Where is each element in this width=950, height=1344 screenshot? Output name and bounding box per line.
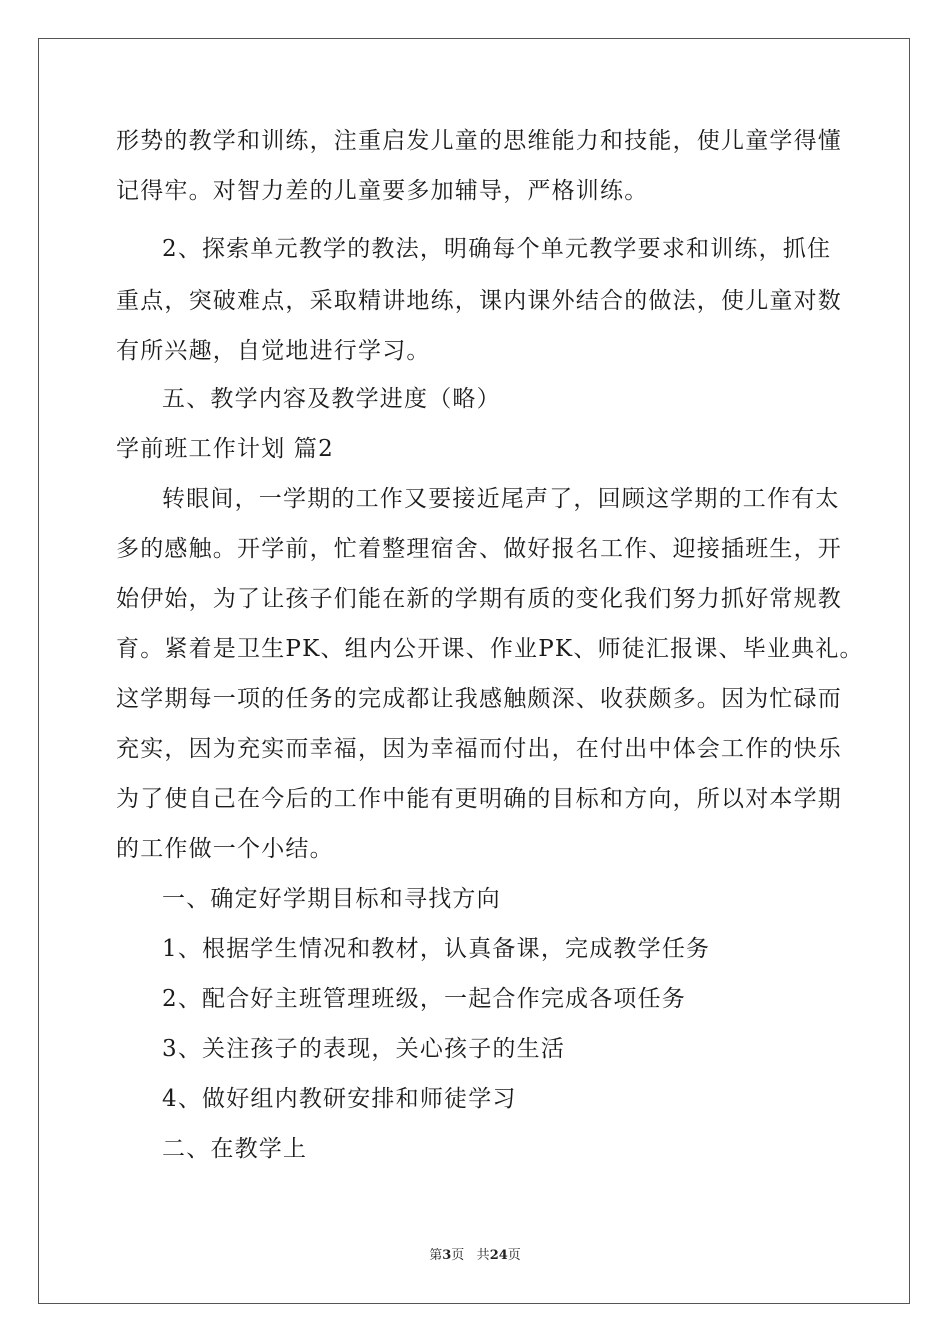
list-item: 1、根据学生情况和教材，认真备课，完成教学任务 [162, 936, 711, 962]
text-line: 育。紧着是卫生PK、组内公开课、作业PK、师徒汇报课、毕业典礼。 [116, 636, 864, 662]
text-line: 的工作做一个小结。 [116, 836, 334, 862]
text-line: 始伊始，为了让孩子们能在新的学期有质的变化我们努力抓好常规教 [116, 586, 842, 612]
list-item: 2、配合好主班管理班级，一起合作完成各项任务 [162, 986, 687, 1012]
text-line: 多的感触。开学前，忙着整理宿舍、做好报名工作、迎接插班生，开 [116, 536, 842, 562]
footer-prefix: 第 [429, 1248, 443, 1263]
current-page-number: 3 [442, 1248, 452, 1263]
section-heading: 二、在教学上 [162, 1136, 308, 1162]
section-heading: 五、教学内容及教学进度（略） [162, 386, 501, 412]
text-line: 为了使自己在今后的工作中能有更明确的目标和方向，所以对本学期 [116, 786, 842, 812]
text-line: 形势的教学和训练，注重启发儿童的思维能力和技能，使儿童学得懂 [116, 128, 842, 154]
footer-page-unit: 页 [451, 1248, 465, 1263]
text-line: 这学期每一项的任务的完成都让我感触颇深、收获颇多。因为忙碌而 [116, 686, 842, 712]
list-item: 3、关注孩子的表现，关心孩子的生活 [162, 1036, 566, 1062]
page-footer [0, 1247, 950, 1265]
total-pages-number: 24 [489, 1248, 508, 1263]
text-line: 2、探索单元教学的教法，明确每个单元教学要求和训练，抓住 [162, 236, 832, 262]
footer-total-unit: 页 [507, 1248, 521, 1263]
footer-total-prefix: 共 [476, 1248, 490, 1263]
text-line: 记得牢。对智力差的儿童要多加辅导，严格训练。 [116, 178, 649, 204]
article-title: 学前班工作计划 篇2 [116, 436, 334, 462]
text-line: 转眼间，一学期的工作又要接近尾声了，回顾这学期的工作有太 [162, 486, 840, 512]
text-line: 充实，因为充实而幸福，因为幸福而付出，在付出中体会工作的快乐 [116, 736, 842, 762]
section-heading: 一、确定好学期目标和寻找方向 [162, 886, 501, 912]
page-border [38, 38, 910, 1304]
list-item: 4、做好组内教研安排和师徒学习 [162, 1086, 517, 1112]
text-line: 重点，突破难点，采取精讲地练，课内课外结合的做法，使儿童对数 [116, 288, 842, 314]
text-line: 有所兴趣，自觉地进行学习。 [116, 338, 431, 364]
